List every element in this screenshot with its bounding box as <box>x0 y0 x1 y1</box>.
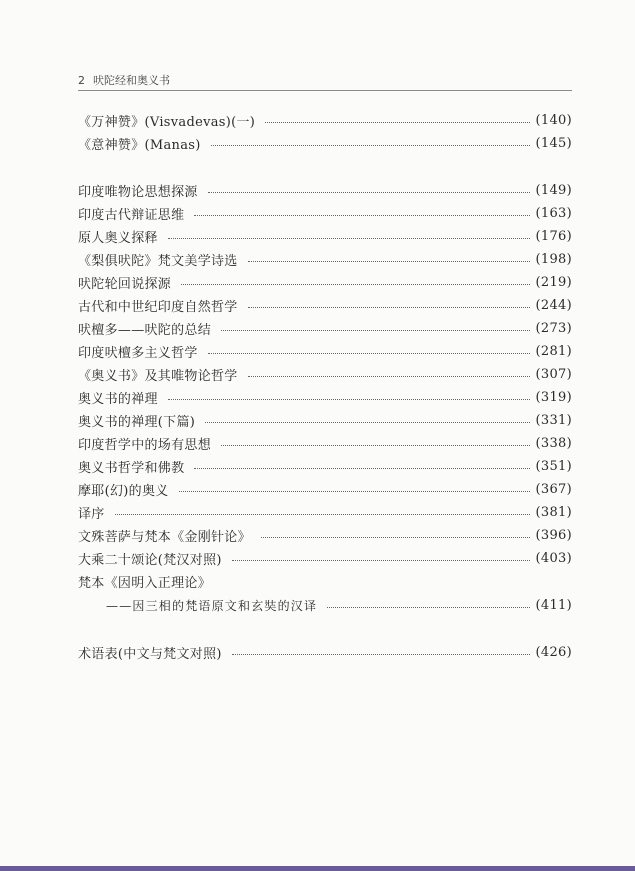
toc-entry-page: (426) <box>535 644 572 660</box>
dot-leader <box>261 536 530 538</box>
toc-entry-title: 译序 <box>78 506 105 522</box>
toc-entry[interactable] <box>78 387 572 407</box>
toc-entry[interactable] <box>78 364 572 384</box>
toc-entry-title: 《梨俱吠陀》梵文美学诗选 <box>78 253 238 269</box>
toc-entry-page: (244) <box>535 297 572 313</box>
dot-leader <box>327 606 529 608</box>
dot-leader <box>221 444 530 446</box>
toc-entry-page: (351) <box>535 458 572 474</box>
toc-entry-page: (145) <box>535 135 572 151</box>
dot-leader <box>248 306 530 308</box>
toc-entry-title: 奥义书哲学和佛教 <box>78 460 185 476</box>
toc-entry-title: 印度古代辩证思维 <box>78 207 185 223</box>
toc-entry-page: (273) <box>535 320 572 336</box>
dot-leader <box>232 653 530 655</box>
toc-entry-title: 印度唯物论思想探源 <box>78 184 198 200</box>
dot-leader <box>221 329 530 331</box>
toc-entry-page: (338) <box>535 435 572 451</box>
dot-leader <box>208 191 530 193</box>
toc-entry-title: 印度哲学中的场有思想 <box>78 437 212 453</box>
dot-leader <box>232 559 530 561</box>
toc-entry-page: (198) <box>535 251 572 267</box>
toc-entry-page: (403) <box>535 550 572 566</box>
toc-entry-title: ——因三相的梵语原文和玄奘的汉译 <box>106 598 318 613</box>
toc-entry[interactable] <box>78 571 572 591</box>
toc-entry-title: 大乘二十颂论(梵汉对照) <box>78 552 222 568</box>
running-header <box>78 70 572 91</box>
toc-entry[interactable] <box>78 318 572 338</box>
toc-entry-page: (381) <box>535 504 572 520</box>
toc-entry-page: (219) <box>535 274 572 290</box>
toc-entry[interactable] <box>78 203 572 223</box>
toc-entry-title: 摩耶(幻)的奥义 <box>78 483 169 499</box>
page-number: 2 <box>78 73 85 87</box>
toc-entry-title: 奥义书的禅理(下篇) <box>78 414 196 430</box>
toc-entry-title: 梵本《因明入正理论》 <box>78 575 212 591</box>
toc-entry-title: 古代和中世纪印度自然哲学 <box>78 299 238 315</box>
toc-entry[interactable] <box>78 456 572 476</box>
toc-entry[interactable] <box>78 226 572 246</box>
toc-entry[interactable] <box>78 433 572 453</box>
dot-leader <box>181 283 529 285</box>
toc-entry-page: (140) <box>535 112 572 128</box>
toc-entry[interactable] <box>78 249 572 269</box>
toc-entry-page: (163) <box>535 205 572 221</box>
toc-entry-title: 《万神赞》(Visvadevas)(一) <box>78 114 256 130</box>
toc-entry-title: 吠陀轮回说探源 <box>78 276 172 292</box>
dot-leader <box>205 421 529 423</box>
toc-entry[interactable] <box>78 180 572 200</box>
toc-entry[interactable] <box>78 341 572 361</box>
toc-entry-title: 吠檀多——吠陀的总结 <box>78 322 211 338</box>
toc-entry[interactable] <box>78 479 572 499</box>
toc-entry-page: (396) <box>535 527 572 543</box>
dot-leader <box>248 260 530 262</box>
bottom-edge-strip <box>0 866 635 871</box>
toc-entry-page: (367) <box>535 481 572 497</box>
toc-entry-title: 印度吠檀多主义哲学 <box>78 345 198 361</box>
dot-leader <box>194 214 529 216</box>
dot-leader <box>211 144 530 146</box>
toc-entry-page: (281) <box>535 343 572 359</box>
toc-entry-page: (176) <box>535 228 572 244</box>
dot-leader <box>265 121 529 123</box>
toc-entry[interactable] <box>78 410 572 430</box>
dot-leader <box>179 490 530 492</box>
dot-leader <box>115 513 530 515</box>
toc-entry-title: 《意神赞》(Manas) <box>78 137 201 153</box>
toc-entry-title: 奥义书的禅理 <box>78 391 158 407</box>
toc-entry-title: 文殊菩萨与梵本《金刚针论》 <box>78 529 251 545</box>
toc-entry[interactable] <box>78 525 572 545</box>
toc-entry-page: (319) <box>535 389 572 405</box>
toc-entry[interactable] <box>78 642 572 662</box>
toc-entry-title: 《奥义书》及其唯物论哲学 <box>78 368 238 384</box>
toc-entry[interactable] <box>78 133 572 153</box>
toc-entry-page: (307) <box>535 366 572 382</box>
dot-leader <box>194 467 529 469</box>
book-title: 吠陀经和奥义书 <box>93 74 170 87</box>
toc-entry[interactable] <box>78 548 572 568</box>
dot-leader <box>168 237 530 239</box>
dot-leader <box>208 352 530 354</box>
toc-entry[interactable] <box>78 295 572 315</box>
toc-entry[interactable] <box>78 110 572 130</box>
toc-entry-subtitle[interactable] <box>78 595 572 615</box>
toc-entry[interactable] <box>78 502 572 522</box>
toc-entry-page: (331) <box>535 412 572 428</box>
toc-entry-title: 术语表(中文与梵文对照) <box>78 646 222 662</box>
toc-entry[interactable] <box>78 272 572 292</box>
toc-entry-page: (411) <box>535 597 572 613</box>
toc-entry-page: (149) <box>535 182 572 198</box>
dot-leader <box>168 398 530 400</box>
toc-entry-title: 原人奥义探释 <box>78 230 158 246</box>
dot-leader <box>248 375 530 377</box>
